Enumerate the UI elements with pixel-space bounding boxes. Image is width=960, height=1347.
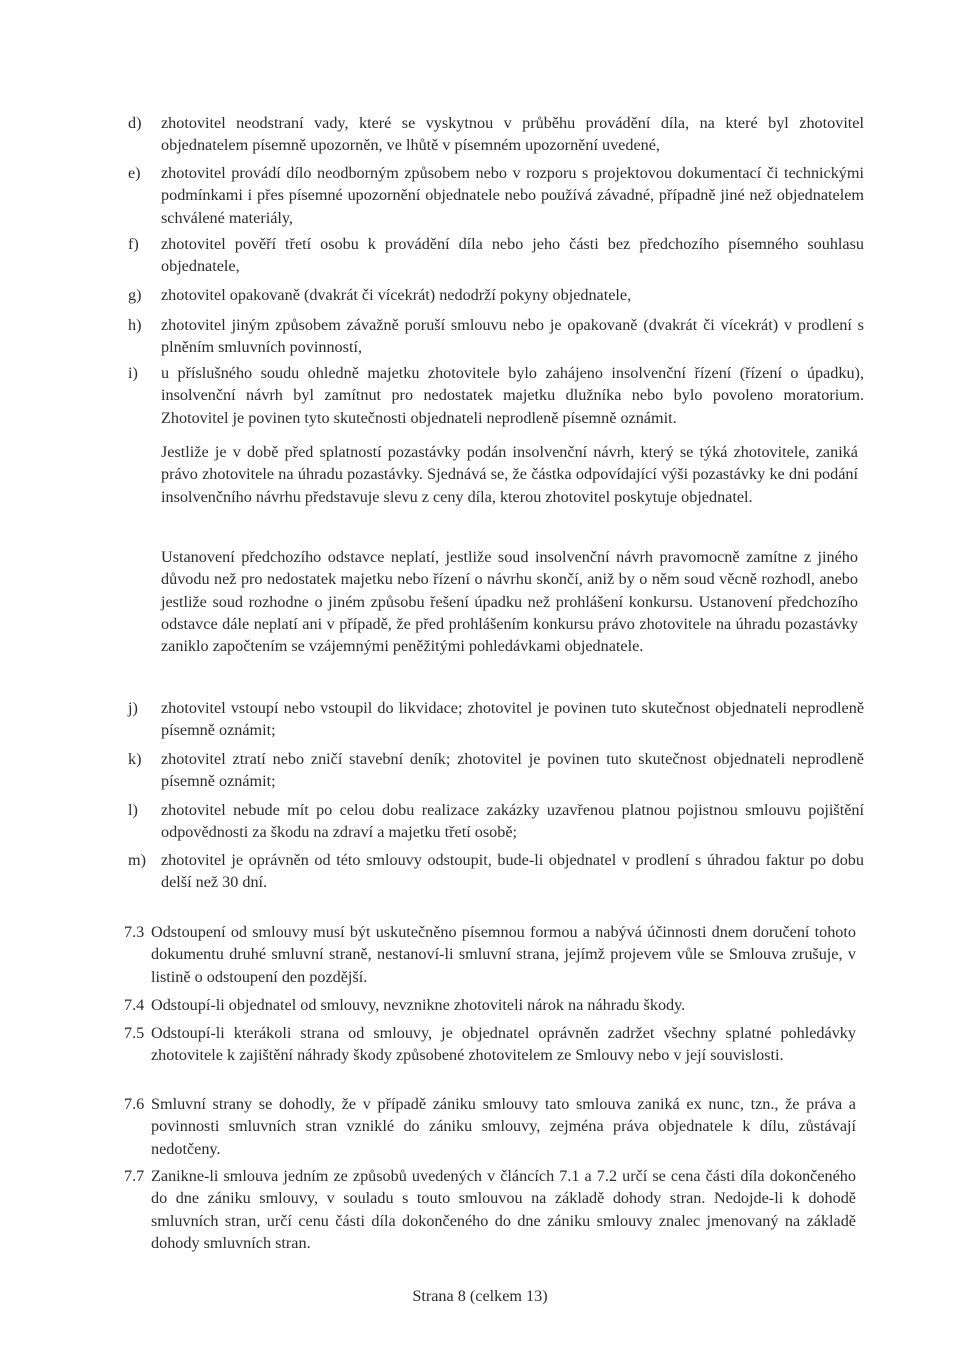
list-item-label: h)	[128, 316, 142, 334]
list-item-text: zhotovitel ztratí nebo zničí stavební deník; zhotovitel je povinen tuto skutečnost objednateli neprodleně písemně oznámit;	[161, 750, 864, 791]
list-item-text: zhotovitel vstoupí nebo vstoupil do likvidace; zhotovitel je povinen tuto skutečnost objednateli neprodleně písemně oznámit;	[161, 699, 864, 740]
list-item-label: m)	[128, 851, 146, 869]
list-item-text: zhotovitel opakovaně (dvakrát či vícekrát) nedodrží pokyny objednatele,	[161, 286, 632, 304]
list-item-e	[128, 162, 864, 229]
section-text: Odstoupí-li objednatel od smlouvy, nevznikne zhotoviteli nárok na náhradu škody.	[151, 996, 686, 1014]
paragraph-insolvency: Jestliže je v době před splatností pozastávky podán insolvenční návrh, který se týká zhotovitele, zaniká právo zhotovitele na úhradu pozastávky. Sjednává se, že částka odpovídající výši pozastávky ke dni podání insolvenčního návrhu představuje slevu z ceny díla, kterou zhotovitel poskytuje objednatel.	[161, 443, 858, 506]
section-text: Odstoupí-li kterákoli strana od smlouvy, je objednatel oprávněn zadržet všechny splatné pohledávky zhotovitele k zajištění náhrady škody způsobené zhotovitelem ze Smlouvy nebo v její souvislosti.	[151, 1024, 856, 1065]
list-item-text: zhotovitel je oprávněn od této smlouvy odstoupit, bude-li objednatel v prodlení s úhradou faktur po dobu delší než 30 dní.	[161, 851, 864, 892]
section-7-4	[124, 994, 856, 1016]
list-item-label: i)	[128, 364, 138, 382]
list-item-text: zhotovitel pověří třetí osobu k provádění díla nebo jeho části bez předchozího písemného souhlasu objednatele,	[161, 235, 864, 276]
section-number: 7.3	[124, 923, 145, 941]
section-text: Odstoupení od smlouvy musí být uskutečněno písemnou formou a nabývá účinnosti dnem doručení tohoto dokumentu druhé smluvní straně, nestanoví-li smluvní strana, jejímž projevem vůle se Smlouva zrušuje, v listině o odstoupení den pozdější.	[151, 923, 856, 986]
section-7-7	[124, 1165, 856, 1254]
list-item-label: f)	[128, 235, 139, 253]
list-item-g	[128, 284, 864, 306]
list-item-label: l)	[128, 801, 138, 819]
list-item-text: u příslušného soudu ohledně majetku zhotovitele bylo zahájeno insolvenční řízení (řízení o úpadku), insolvenční návrh byl zamítnut pro nedostatek majetku dlužníka nebo bylo povoleno moratorium. Zhotovitel je povinen tyto skutečnosti objednateli neprodleně písemně oznámit.	[161, 364, 864, 427]
list-item-l	[128, 799, 864, 844]
list-item-i	[128, 362, 864, 429]
list-item-h	[128, 314, 864, 359]
section-number: 7.7	[124, 1167, 145, 1185]
section-7-6	[124, 1093, 856, 1160]
section-text: Zanikne-li smlouva jedním ze způsobů uvedených v článcích 7.1 a 7.2 určí se cena části díla dokončeného do dne zániku smlouvy, v souladu s touto smlouvou na základě dohody stran. Nedojde-li k dohodě smluvních stran, určí cenu části díla dokončeného do dne zániku smlouvy znalec jmenovaný na základě dohody smluvních stran.	[151, 1167, 856, 1252]
section-number: 7.4	[124, 996, 145, 1014]
paragraph-exception: Ustanovení předchozího odstavce neplatí, jestliže soud insolvenční návrh pravomocně zamítne z jiného důvodu než pro nedostatek majetku nebo řízení o návrhu skončí, aniž by o něm soud věcně rozhodl, anebo jestliže soud rozhodne o jiném způsobu řešení úpadku než prohlášení konkursu. Ustanovení předchozího odstavce dále neplatí ani v případě, že před prohlášením konkursu právo zhotovitele na úhradu pozastávky zaniklo započtením se vzájemnými peněžitými pohledávkami objednatele.	[161, 548, 858, 656]
list-item-m	[128, 849, 864, 894]
list-item-label: e)	[128, 164, 141, 182]
list-item-d	[128, 112, 864, 157]
list-item-text: zhotovitel neodstraní vady, které se vyskytnou v průběhu provádění díla, na které byl zhotovitel objednatelem písemně upozorněn, ve lhůtě v písemném upozornění uvedené,	[161, 114, 864, 155]
section-7-3	[124, 921, 856, 988]
list-item-label: j)	[128, 699, 138, 717]
section-number: 7.6	[124, 1095, 145, 1113]
list-item-text: zhotovitel provádí dílo neodborným způsobem nebo v rozporu s projektovou dokumentací či technickými podmínkami i přes písemné upozornění objednatele nebo používá závadné, případně jiné než objednatelem schválené materiály,	[161, 164, 864, 227]
list-item-k	[128, 748, 864, 793]
list-item-text: zhotovitel jiným způsobem závažně poruší smlouvu nebo je opakovaně (dvakrát či vícekrát) v prodlení s plněním smluvních povinností,	[161, 316, 864, 357]
list-item-label: d)	[128, 114, 142, 132]
list-item-label: k)	[128, 750, 142, 768]
section-text: Smluvní strany se dohodly, že v případě zániku smlouvy tato smlouva zaniká ex nunc, tzn., že práva a povinnosti smluvních stran vzniklé do zániku smlouvy, zejména práva objednatele k dílu, zůstávají nedotčeny.	[151, 1095, 856, 1158]
list-item-j	[128, 697, 864, 742]
section-number: 7.5	[124, 1024, 145, 1042]
list-item-f	[128, 233, 864, 278]
list-item-text: zhotovitel nebude mít po celou dobu realizace zakázky uzavřenou platnou pojistnou smlouvu pojištění odpovědnosti za škodu na zdraví a majetku třetí osobě;	[161, 801, 864, 842]
section-7-5	[124, 1022, 856, 1067]
page-footer: Strana 8 (celkem 13)	[412, 1287, 548, 1305]
list-item-label: g)	[128, 286, 142, 304]
